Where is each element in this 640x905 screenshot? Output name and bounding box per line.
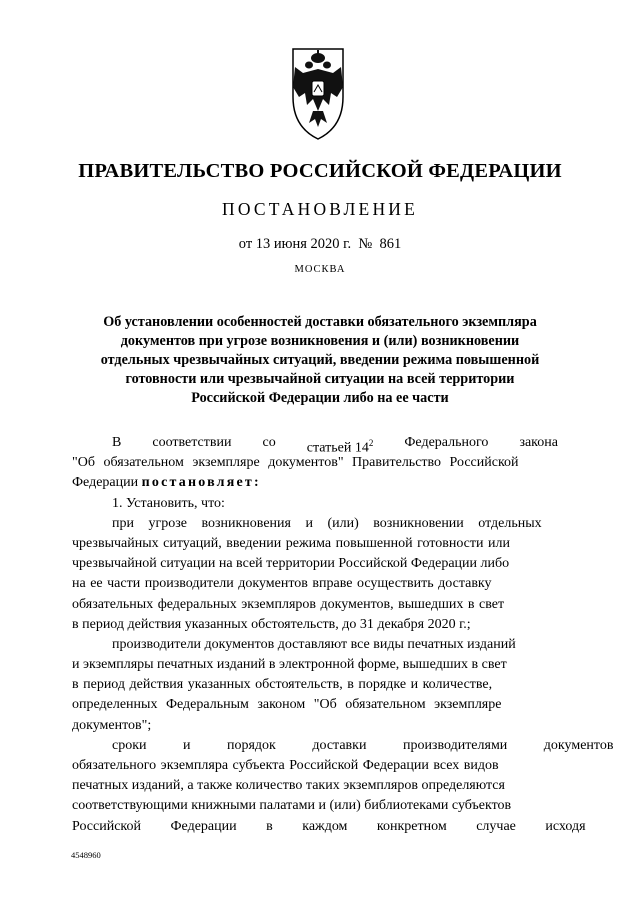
word: Федерального (404, 435, 489, 450)
body-line: сроки и порядок доставки производителями документов (112, 737, 614, 753)
body-line (72, 433, 558, 456)
document-title (70, 313, 570, 408)
article-superscript: 2 (368, 438, 374, 448)
document-type: ПОСТАНОВЛЕНИЕ (221, 199, 419, 219)
body-line: чрезвычайной ситуации на всей территории Российской Федерации либо (72, 556, 510, 572)
body-line: соответствующими книжными палатами и (или) библиотеками субъектов (72, 798, 512, 814)
body-line: "Об обязательном экземпляре документов" Правительство Российской (72, 455, 519, 471)
title-line: отдельных чрезвычайных ситуаций, введении режима повышенной (100, 352, 540, 368)
body-line: обязательных федеральных экземпляров документов, вышедших в свет (72, 596, 505, 612)
body-line: в период действия указанных обстоятельств, до 31 декабря 2020 г.; (72, 616, 471, 632)
body-line: производители документов доставляют все виды печатных изданий (112, 636, 516, 652)
body-line: определенных Федеральным законом "Об обязательном экземпляре (72, 697, 502, 713)
body-line: на ее части производители документов вправе осуществить доставку (72, 576, 492, 592)
document-body (72, 433, 614, 837)
body-line: Федерации постановляет: (72, 475, 261, 491)
item-1: 1. Установить, что: (112, 495, 225, 511)
document-number: 4548960 (71, 850, 101, 860)
decree-keyword: постановляет: (141, 475, 261, 491)
body-line: Российской Федерации в каждом конкретном случае исходя (72, 818, 586, 834)
body-line: в период действия указанных обстоятельств, в порядке и количестве, (72, 677, 493, 693)
body-line: обязательного экземпляра субъекта Российской Федерации всех видов (72, 758, 499, 773)
article-ref: статьей $14^2$ (306, 438, 374, 456)
russian-coat-of-arms-emblem (273, 47, 363, 141)
date-number-line: от 13 июня 2020 г. № 861 (238, 236, 402, 252)
body-line: печатных изданий, а также количество таких экземпляров определяются (72, 778, 505, 794)
body-line: чрезвычайных ситуаций, введении режима повышенной готовности или (72, 535, 510, 551)
word: В (112, 435, 122, 450)
word: закона (519, 435, 558, 450)
word: со (262, 435, 276, 450)
body-line: при угрозе возникновения и (или) возникновении отдельных (112, 515, 542, 531)
title-line: документов при угрозе возникновения и (или) возникновении (120, 333, 520, 349)
word: соответствии (152, 435, 232, 450)
title-line: готовности или чрезвычайной ситуации на всей территории (125, 371, 515, 387)
government-title: ПРАВИТЕЛЬСТВО РОССИЙСКОЙ ФЕДЕРАЦИИ (78, 160, 562, 182)
title-line: Российской Федерации либо на ее части (191, 390, 449, 406)
title-line: Об установлении особенностей доставки обязательного экземпляра (103, 314, 537, 330)
body-line: и экземпляры печатных изданий в электронной форме, вышедших в свет (72, 657, 507, 673)
city: МОСКВА (294, 264, 346, 275)
body-line: документов"; (72, 717, 152, 733)
